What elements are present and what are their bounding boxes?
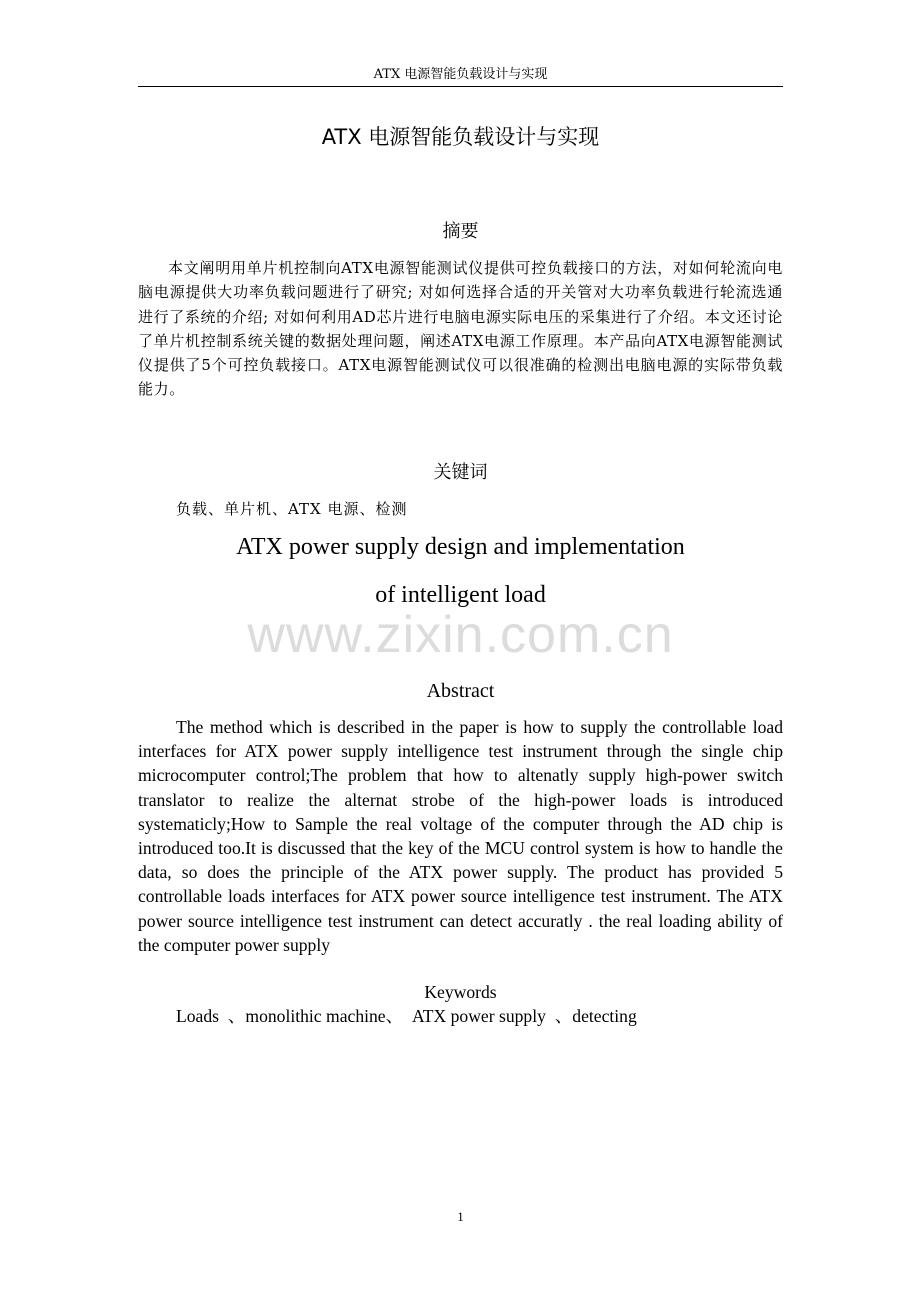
chinese-keywords: 负载、单片机、ATX 电源、检测 <box>176 500 408 518</box>
chinese-abstract-heading: 摘要 <box>442 221 479 242</box>
header-divider <box>138 86 783 87</box>
english-title-line-2: of intelligent load <box>375 582 546 608</box>
running-header: ATX 电源智能负载设计与实现 <box>373 67 548 82</box>
english-keywords-heading: Keywords <box>424 982 497 1002</box>
english-abstract-heading: Abstract <box>426 680 495 702</box>
english-abstract-body: The method which is described in the paper is how to supply the controllable load interfaces for ATX power supply intelligence test instrument through the single chip microcomputer control;The problem that how to altenatly supply high-power switch translator to realize the alternat strobe of the high-power loads is introduced systematicly;How to Sample the real voltage of the computer through the AD chip is introduced too.It is discussed that the key of the MCU control system is how to handle the data, so does the principle of the ATX power supply. The product has provided 5 controllable loads interfaces for ATX power source intelligence test instrument. The ATX power source intelligence test instrument can detect accuratly . the real loading ability of the computer power supply <box>138 717 783 955</box>
page-number: 1 <box>457 1209 464 1224</box>
chinese-title: ATX 电源智能负载设计与实现 <box>321 125 600 149</box>
chinese-abstract-body: 本文阐明用单片机控制向ATX电源智能测试仪提供可控负载接口的方法，对如何轮流向电脑电源提供大功率负载问题进行了研究; 对如何选择合适的开关管对大功率负载进行轮流选通进行了系统的介绍; 对如何利用AD芯片进行电脑电源实际电压的采集进行了介绍。本文还讨论了单片机控制系统关键的数据处理问题，阐述ATX电源工作原理。本产品向ATX电源智能测试仪提供了5个可控负载接口。ATX电源智能测试仪可以很准确的检测出电脑电源的实际带负载能力。 <box>138 259 783 399</box>
chinese-keywords-heading: 关键词 <box>433 462 488 483</box>
english-keywords: Loads 、monolithic machine、 ATX power supply 、detecting <box>176 1006 637 1026</box>
watermark-text: www.zixin.com.cn <box>247 606 674 664</box>
english-title-line-1: ATX power supply design and implementation <box>236 534 685 560</box>
